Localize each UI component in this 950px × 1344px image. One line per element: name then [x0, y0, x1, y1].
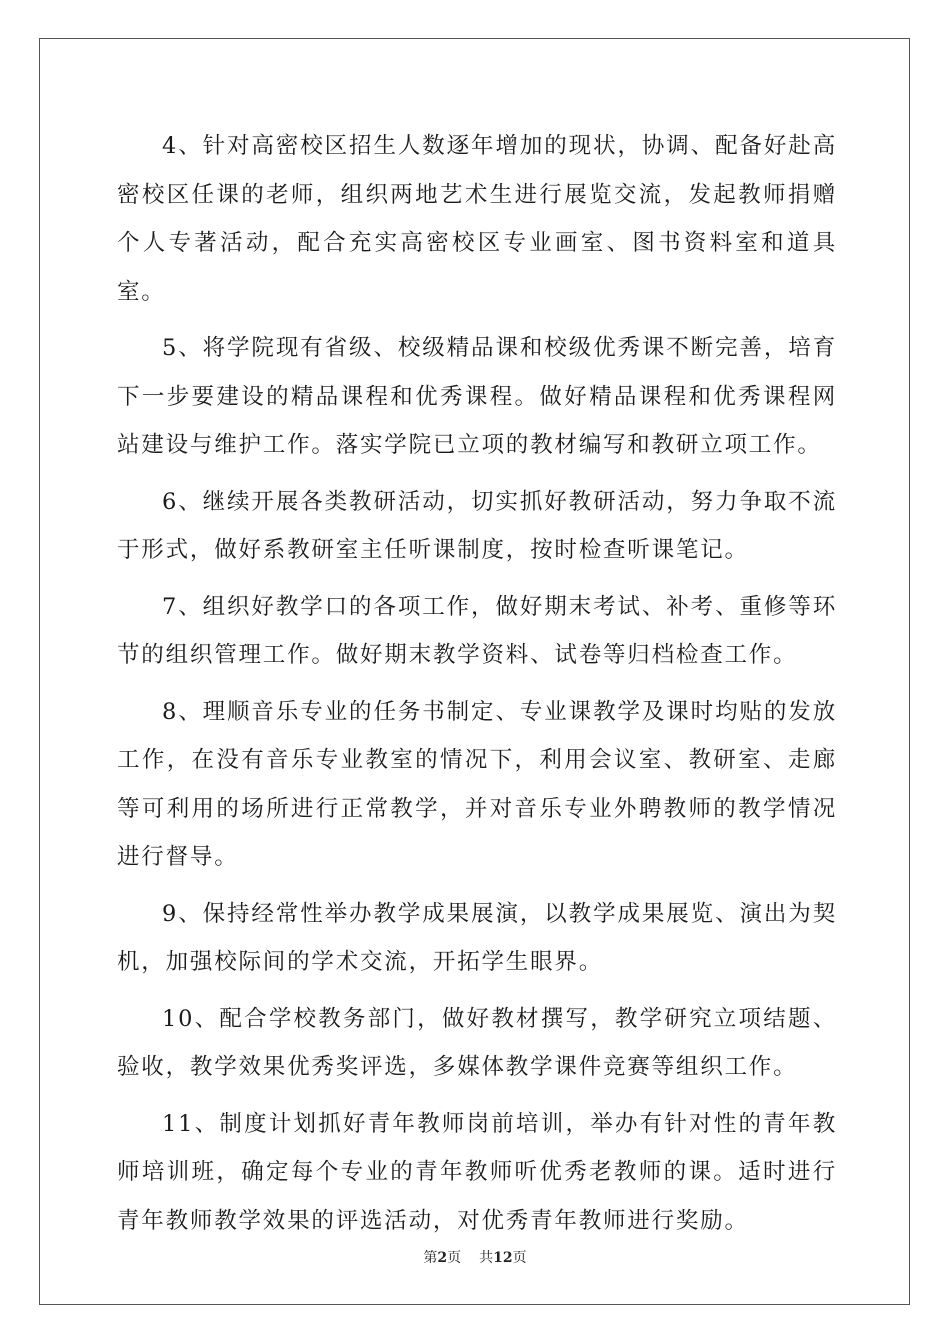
- paragraph-item-7: 7、组织好教学口的各项工作，做好期末考试、补考、重修等环节的组织管理工作。做好期末教学资料、试卷等归档检查工作。: [117, 593, 837, 668]
- page-prefix: 第: [423, 1250, 438, 1266]
- page-total: 12: [493, 1250, 513, 1266]
- total-prefix: 共: [479, 1250, 494, 1266]
- paragraph-item-4: 4、针对高密校区招生人数逐年增加的现状，协调、配备好赴高密校区任课的老师，组织两地艺术生进行展览交流，发起教师捐赠个人专著活动，配合充实高密校区专业画室、图书资料室和道具室。: [117, 133, 837, 305]
- page-current: 2: [437, 1250, 448, 1266]
- document-body: [117, 122, 837, 1253]
- paragraph-item-9: 9、保持经常性举办教学成果展演，以教学成果展览、演出为契机，加强校际间的学术交流，开拓学生眼界。: [117, 900, 837, 975]
- paragraph-item-8: 8、理顺音乐专业的任务书制定、专业课教学及课时均贴的发放工作，在没有音乐专业教室的情况下，利用会议室、教研室、走廊等可利用的场所进行正常教学，并对音乐专业外聘教师的教学情况进行督导。: [117, 698, 837, 870]
- paragraph-item-11: 11、制度计划抓好青年教师岗前培训，举办有针对性的青年教师培训班，确定每个专业的青年教师听优秀老教师的课。适时进行青年教师教学效果的评选活动，对优秀青年教师进行奖励。: [117, 1110, 837, 1234]
- total-suffix: 页: [512, 1250, 527, 1266]
- page-suffix: 页: [447, 1250, 462, 1266]
- page-footer: [0, 1247, 950, 1267]
- paragraph-item-5: 5、将学院现有省级、校级精品课和校级优秀课不断完善，培育下一步要建设的精品课程和优秀课程。做好精品课程和优秀课程网站建设与维护工作。落实学院已立项的教材编写和教研立项工作。: [117, 335, 837, 458]
- paragraph-item-6: 6、继续开展各类教研活动，切实抓好教研活动，努力争取不流于形式，做好系教研室主任听课制度，按时检查听课笔记。: [117, 488, 837, 563]
- paragraph-item-10: 10、配合学校教务部门，做好教材撰写，教学研究立项结题、验收，教学效果优秀奖评选，多媒体教学课件竞赛等组织工作。: [117, 1005, 837, 1080]
